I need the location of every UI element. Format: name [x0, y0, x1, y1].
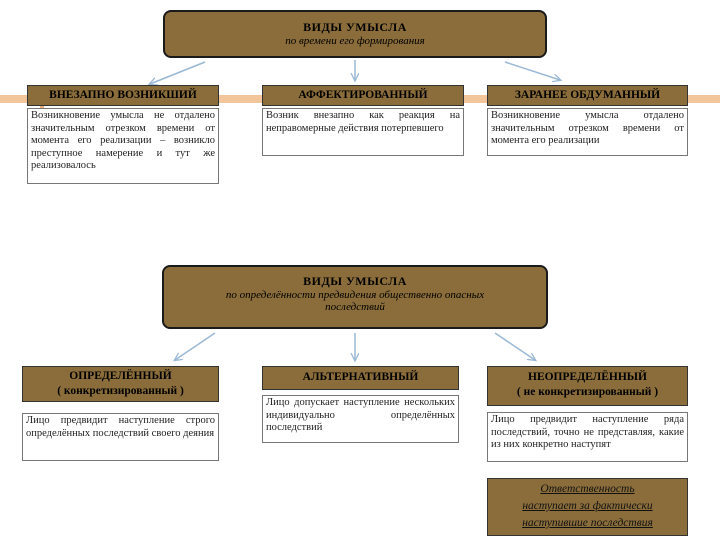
group1-subtitle: по времени его формирования [285, 35, 425, 47]
sudden-description: Возникновение умысла не отдалено значительным отрезком времени от момента его реализации – возникло преступное намерение и тут же реализовалось [27, 108, 219, 184]
group2-title: ВИДЫ УМЫСЛА [303, 274, 407, 288]
group2-subtitle-line1: по определённости предвидения общественно опасных [225, 289, 485, 301]
indefinite-description: Лицо предвидит наступление ряда последствий, точно не представляя, какие из них конкретно наступят [487, 412, 688, 462]
group2-subtitle-line2: последствий [325, 301, 385, 313]
definite-description: Лицо предвидит наступление строго определённых последствий своего деяния [22, 413, 219, 461]
arrow-to-indefinite [495, 333, 535, 360]
indefinite-heading [487, 366, 688, 406]
alternative-heading-line1: АЛЬТЕРНАТИВНЫЙ [302, 371, 419, 383]
definite-heading [22, 366, 219, 402]
note-line2: наступает за фактически [522, 500, 653, 512]
definite-heading-line1: ОПРЕДЕЛЁННЫЙ [69, 370, 172, 382]
note-line1: Ответственность [540, 483, 635, 495]
premeditated-description: Возникновение умысла отдалено значительным отрезком времени от момента его реализации [487, 108, 688, 156]
indefinite-heading-line1: НЕОПРЕДЕЛЁННЫЙ [528, 371, 647, 383]
definite-heading-line2: ( конкретизированный ) [57, 385, 184, 397]
sudden-heading: ВНЕЗАПНО ВОЗНИКШИЙ [27, 85, 219, 106]
indefinite-heading-line2: ( не конкретизированный ) [516, 386, 659, 398]
group1-title: ВИДЫ УМЫСЛА [303, 20, 407, 34]
arrow-to-sudden [150, 62, 205, 84]
group1-title-box [163, 10, 547, 58]
affected-heading: АФФЕКТИРОВАННЫЙ [262, 85, 464, 106]
alternative-heading [262, 366, 459, 390]
premeditated-heading: ЗАРАНЕЕ ОБДУМАННЫЙ [487, 85, 688, 106]
arrow-to-premeditated [505, 62, 560, 80]
group2-title-box [162, 265, 548, 329]
alternative-description: Лицо допускает наступление нескольких индивидуально определённых последствий [262, 395, 459, 443]
arrow-to-definite [175, 333, 215, 360]
note-line3: наступившие последствия [522, 517, 653, 529]
liability-note [487, 478, 688, 536]
affected-description: Возник внезапно как реакция на неправомерные действия потерпевшего [262, 108, 464, 156]
